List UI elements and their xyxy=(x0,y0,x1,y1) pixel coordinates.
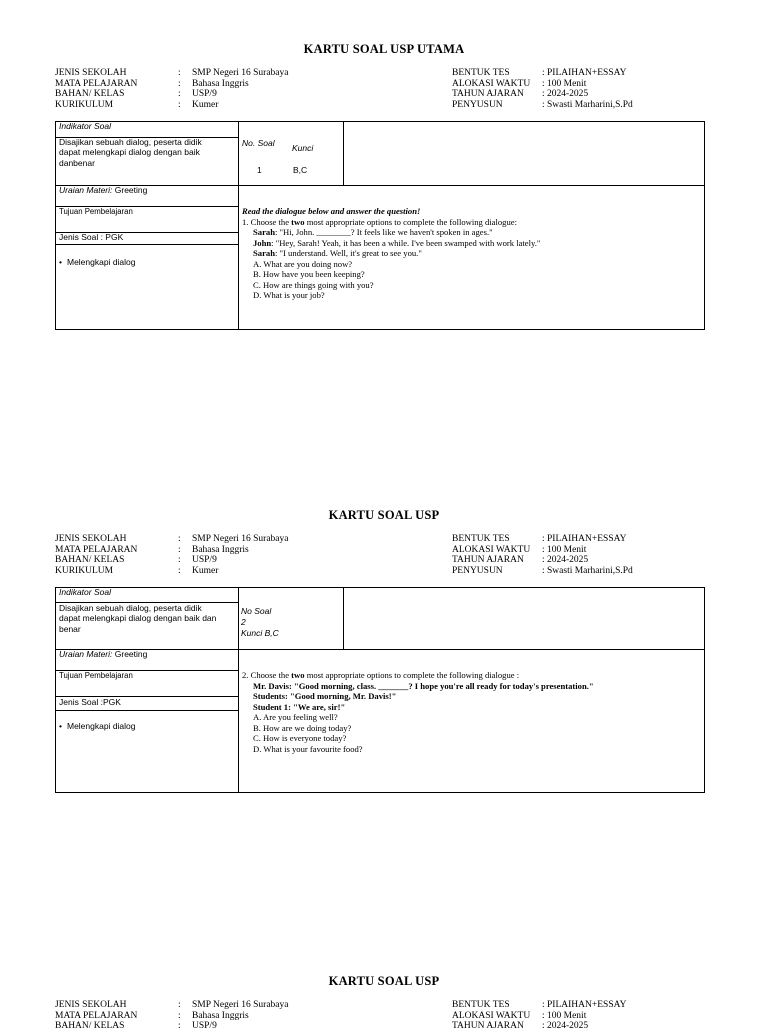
jenis-soal: Jenis Soal : PGK xyxy=(59,232,124,242)
card1-question: Read the dialogue below and answer the question! 1. Choose the two most appropriate options to complete the following dialogue: Sarah: "Hi, John. ________? It feels like we haven't spoken in ages." John: "Hey, Sarah! Yeah, it has been a while. I've been swamped with work lately." Sarah: "I understand. Well, it's great to see you." A. What are you doing now? B. How have you been keeping? C. How are things going with you? D. What is your job? xyxy=(242,206,541,300)
card3-meta-left: JENIS SEKOLAH : SMP Negeri 16 Surabaya MATA PELAJARAN : Bahasa Inggris BAHAN/ KELAS : USP/9 xyxy=(55,1000,289,1031)
meta-value: USP/9 xyxy=(192,89,217,99)
tujuan-label: Tujuan Pembelajaran xyxy=(59,671,133,680)
indikator-label: Indikator Soal xyxy=(59,587,111,597)
card1-meta-left: JENIS SEKOLAH : SMP Negeri 16 Surabaya MATA PELAJARAN : Bahasa Inggris BAHAN/ KELAS : USP/9 KURIKULUM : Kumer xyxy=(55,68,289,110)
meta-label: MATA PELAJARAN xyxy=(55,78,138,89)
bullet-item: • Melengkapi dialog xyxy=(59,257,136,268)
meta-value: Kumer xyxy=(192,99,219,110)
option-b: B. How are we doing today? xyxy=(253,722,352,733)
indikator-text-2: dapat melengkapi dialog dengan baik dan xyxy=(59,613,217,623)
card3-meta-right: BENTUK TES : PILAIHAN+ESSAY ALOKASI WAKTU : 100 Menit TAHUN AJARAN : 2024-2025 xyxy=(452,1000,627,1031)
indikator-text-2: dapat melengkapi dialog dengan baik xyxy=(59,147,200,157)
card3-title: KARTU SOAL USP xyxy=(328,974,440,988)
card2-question: 2. Choose the two most appropriate options to complete the following dialogue : Mr. Davis: "Good morning, class. _______? I hope you're all ready for today's presentation." Students: "Good morning, Mr. Davis!" Student 1: "We are, sir!" A. Are you feeling well? B. How are we doing today? C. How is everyone today? D. What is your favourite food? xyxy=(242,670,594,754)
option-b: B. How have you been keeping? xyxy=(253,269,365,279)
option-d: D. What is your favourite food? xyxy=(253,743,363,754)
card2-meta-left: JENIS SEKOLAH : SMP Negeri 16 Surabaya MATA PELAJARAN : Bahasa Inggris BAHAN/ KELAS : USP/9 KURIKULUM : Kumer xyxy=(55,534,289,576)
option-a: A. Are you feeling well? xyxy=(253,712,338,722)
no-soal-value: 1 xyxy=(257,165,262,175)
meta-label: KURIKULUM xyxy=(55,99,114,110)
no-soal-value: 2 xyxy=(241,617,246,627)
kunci-value: B,C xyxy=(293,165,308,175)
card2-title: KARTU SOAL USP xyxy=(328,508,440,522)
jenis-soal: Jenis Soal :PGK xyxy=(59,697,121,707)
uraian-materi: Uraian Materi: Greeting xyxy=(59,649,148,659)
meta-value: Bahasa Inggris xyxy=(192,78,249,89)
meta-label: BAHAN/ KELAS xyxy=(55,89,125,99)
card1-meta-right: BENTUK TES : PILAIHAN+ESSAY ALOKASI WAKTU : 100 Menit TAHUN AJARAN : 2024-2025 PENYUSUN : Swasti Marharini,S.Pd xyxy=(452,68,633,110)
uraian-materi: Uraian Materi: Greeting xyxy=(59,185,148,195)
indikator-text-1: Disajikan sebuah dialog, peserta didik xyxy=(59,603,202,613)
kunci-label: Kunci xyxy=(292,143,314,153)
meta-value: SMP Negeri 16 Surabaya xyxy=(192,68,289,78)
indikator-text-3: benar xyxy=(59,624,81,634)
no-soal-label: No. Soal xyxy=(242,138,275,148)
kunci-line: Kunci B,C xyxy=(241,628,279,638)
card1-title: KARTU SOAL USP UTAMA xyxy=(303,42,465,56)
indikator-text-1: Disajikan sebuah dialog, peserta didik xyxy=(59,137,202,147)
indikator-text-3: danbenar xyxy=(59,158,95,168)
no-soal-label: No Soal xyxy=(241,606,272,616)
instruction: Read the dialogue below and answer the question! xyxy=(242,206,421,216)
card2-meta-right: BENTUK TES : PILAIHAN+ESSAY ALOKASI WAKTU : 100 Menit TAHUN AJARAN : 2024-2025 PENYUSUN : Swasti Marharini,S.Pd xyxy=(452,534,633,576)
option-c: C. How are things going with you? xyxy=(253,279,374,290)
indikator-label: Indikator Soal xyxy=(59,121,111,131)
meta-label: JENIS SEKOLAH xyxy=(55,68,127,78)
option-d: D. What is your job? xyxy=(253,290,325,300)
option-a: A. What are you doing now? xyxy=(253,258,353,269)
tujuan-label: Tujuan Pembelajaran xyxy=(59,207,133,216)
bullet-item: • Melengkapi dialog xyxy=(59,721,136,732)
option-c: C. How is everyone today? xyxy=(253,733,347,743)
